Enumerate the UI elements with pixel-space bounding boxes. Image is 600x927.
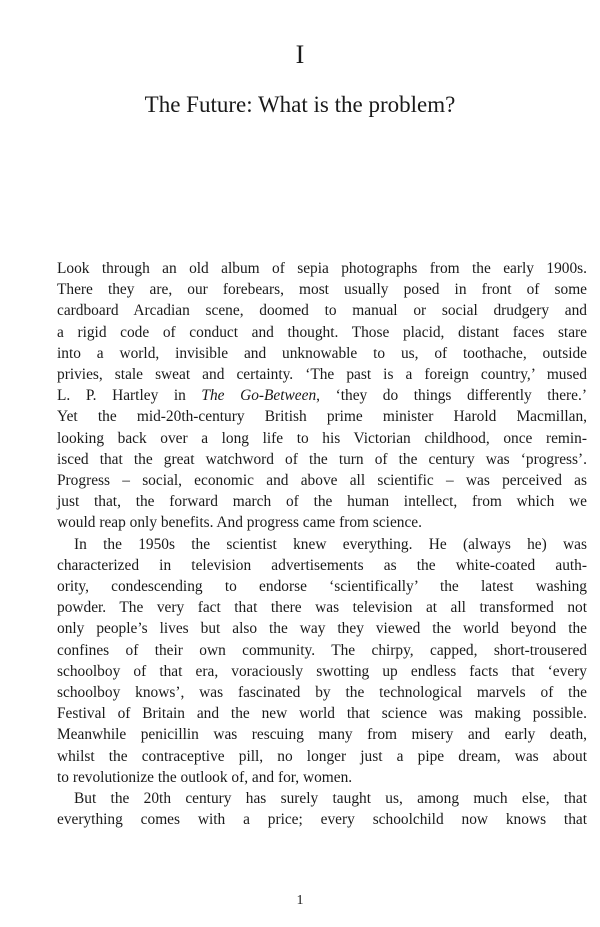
text-line: ority, condescending to endorse ‘scientifically’ the latest washing — [57, 578, 587, 596]
text-line: everything comes with a price; every schoolchild now knows that — [57, 811, 587, 829]
text-line: privies, stale sweat and certainty. ‘The past is a foreign country,’ mused — [57, 366, 587, 384]
text-line: schoolboy of that era, voraciously swotting up endless facts that ‘every — [57, 662, 587, 680]
paragraph-2 — [57, 534, 587, 788]
text-line: a rigid code of conduct and thought. Those placid, distant faces stare — [57, 323, 587, 341]
chapter-title: The Future: What is the problem? — [144, 92, 456, 117]
text-line-part: , ‘they do things differently there.’ — [316, 387, 587, 405]
text-line: Meanwhile penicillin was rescuing many from misery and early death, — [57, 726, 587, 744]
text-line: schoolboy knows’, was fascinated by the technological marvels of the — [57, 684, 587, 702]
text-line: into a world, invisible and unknowable to us, of toothache, outside — [57, 344, 587, 362]
text-line: isced that the great watchword of the turn of the century was ‘progress’. — [57, 450, 587, 468]
text-line: Festival of Britain and the new world that science was making possible. — [57, 705, 587, 723]
page-number: 1 — [296, 893, 304, 908]
text-line: Yet the mid-20th-century British prime minister Harold Macmillan, — [57, 408, 587, 426]
text-line: cardboard Arcadian scene, doomed to manual or social drudgery and — [57, 302, 587, 320]
text-line: confines of their own community. The chirpy, capped, short-trousered — [57, 641, 587, 659]
text-line: looking back over a long life to his Victorian childhood, once remin- — [57, 429, 587, 447]
text-line: whilst the contraceptive pill, no longer just a pipe dream, was about — [57, 747, 587, 765]
text-line: powder. The very fact that there was television at all transformed not — [57, 599, 587, 617]
text-line: just that, the forward march of the human intellect, from which we — [57, 493, 587, 511]
text-line: Progress – social, economic and above all scientific – was perceived as — [57, 472, 587, 490]
text-line: In the 1950s the scientist knew everything. He (always he) was — [74, 535, 587, 553]
chapter-number: I — [295, 40, 305, 69]
text-line: to revolutionize the outlook of, and for, women. — [57, 768, 353, 786]
text-line: characterized in television advertisements as the white-coated auth- — [57, 556, 587, 574]
paragraph-1 — [57, 258, 587, 534]
book-title: The Go-Between — [201, 387, 317, 405]
text-line: only people’s lives but also the way they viewed the world beyond the — [57, 620, 587, 638]
text-line-part: L. P. Hartley in — [57, 387, 186, 405]
text-line: would reap only benefits. And progress came from science. — [57, 514, 422, 532]
text-line: Look through an old album of sepia photographs from the early 1900s. — [57, 260, 587, 277]
body-text — [57, 258, 587, 830]
text-line — [57, 385, 587, 406]
paragraph-3 — [57, 788, 587, 830]
text-line: But the 20th century has surely taught us, among much else, that — [74, 790, 587, 808]
text-line: There they are, our forebears, most usually posed in front of some — [57, 281, 587, 299]
